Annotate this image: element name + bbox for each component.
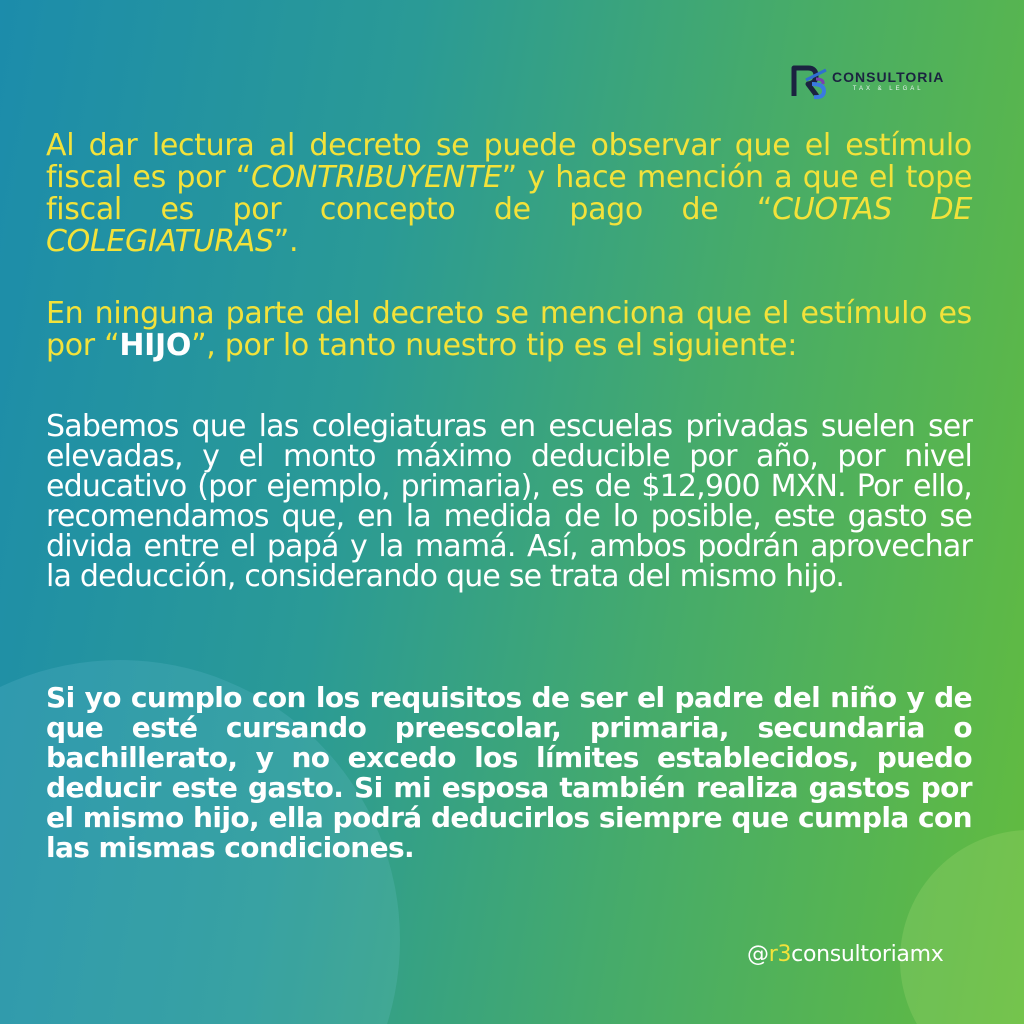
social-handle: @r3consultoriamx xyxy=(747,942,944,967)
contribuyente-emphasis: CONTRIBUYENTE xyxy=(250,160,502,195)
cuotas-emphasis: CUOTAS DE COLEGIATURAS xyxy=(46,192,972,259)
paragraph-decree: Al dar lectura al decreto se puede observar que el estímulo fiscal es por “CONTRIBUYENTE” y hace mención a que el tope fiscal es por concepto de pago de “CUOTAS DE COLEGIATURAS”. xyxy=(46,128,972,259)
hijo-emphasis: HIJO xyxy=(119,328,192,363)
paragraph-example: Si yo cumplo con los requisitos de ser el padre del niño y de que esté cursando preescolar, primaria, secundaria o bachillerato, y no excedo los límites establecidos, puedo deducir este gasto. Si mi esposa también realiza gastos por el mismo hijo, ella podrá deducirlos siempre que cumpla con las mismas condiciones. xyxy=(46,681,972,864)
paragraph-tip: Sabemos que las colegiaturas en escuelas privadas suelen ser elevadas, y el monto máximo deducible por año, por nivel educativo (por ejemplo, primaria), es de $12,900 MXN. Por ello, recomendamos que, en la medida de lo posible, este gasto se divida entre el papá y la mamá. Así, ambos podrán aprovechar la deducción, considerando que se trata del mismo hijo. xyxy=(46,409,972,594)
r3-logo-icon xyxy=(790,62,830,100)
brand-name: CONSULTORIA xyxy=(832,69,945,85)
brand-logo xyxy=(790,62,944,100)
brand-tagline: TAX & LEGAL xyxy=(852,86,924,92)
paragraph-hijo: En ninguna parte del decreto se menciona que el estímulo es por “HIJO”, por lo tanto nuestro tip es el siguiente: xyxy=(46,296,972,363)
